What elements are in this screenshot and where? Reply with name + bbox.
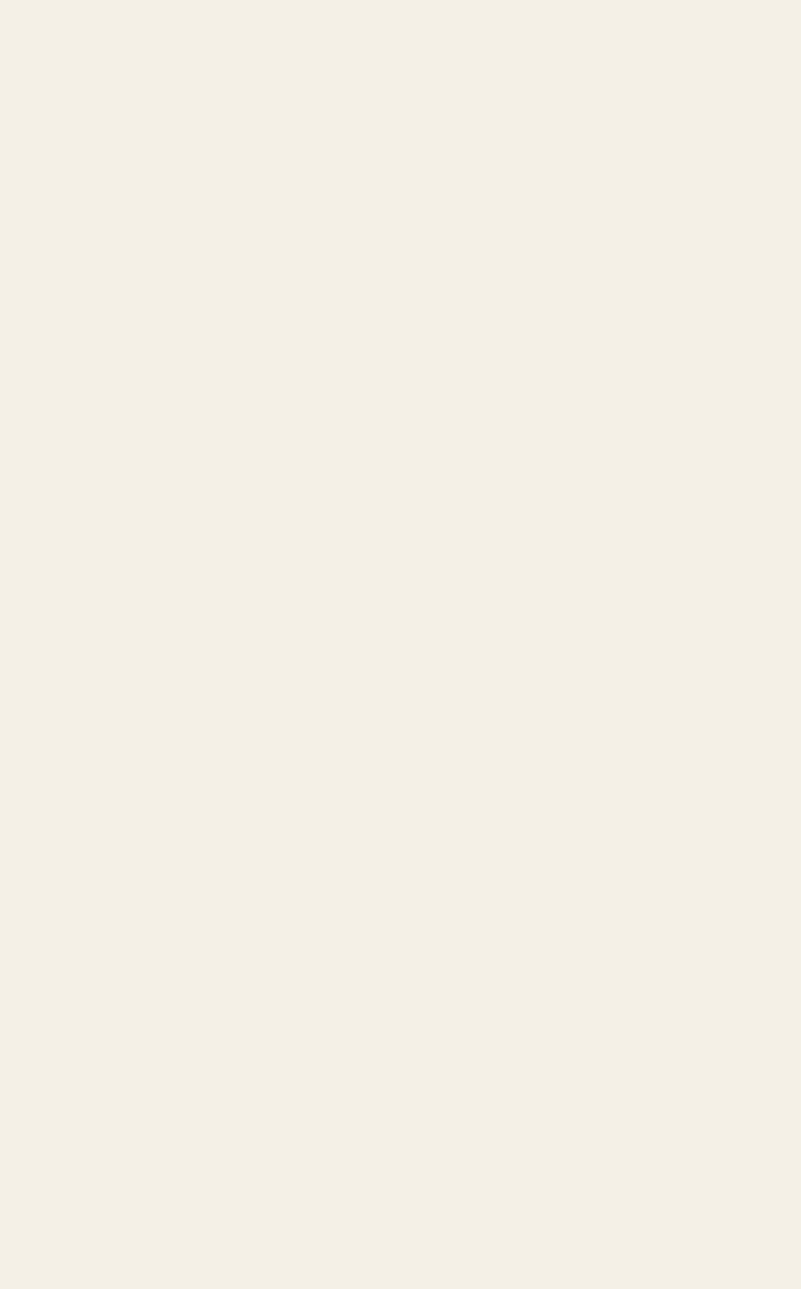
catalogue-entry [18,59,788,79]
catalogue-entry [18,100,788,120]
entry-list [18,59,788,141]
catalogue-entry [18,79,788,99]
page-header [0,0,801,46]
catalogue-entry [18,120,788,140]
